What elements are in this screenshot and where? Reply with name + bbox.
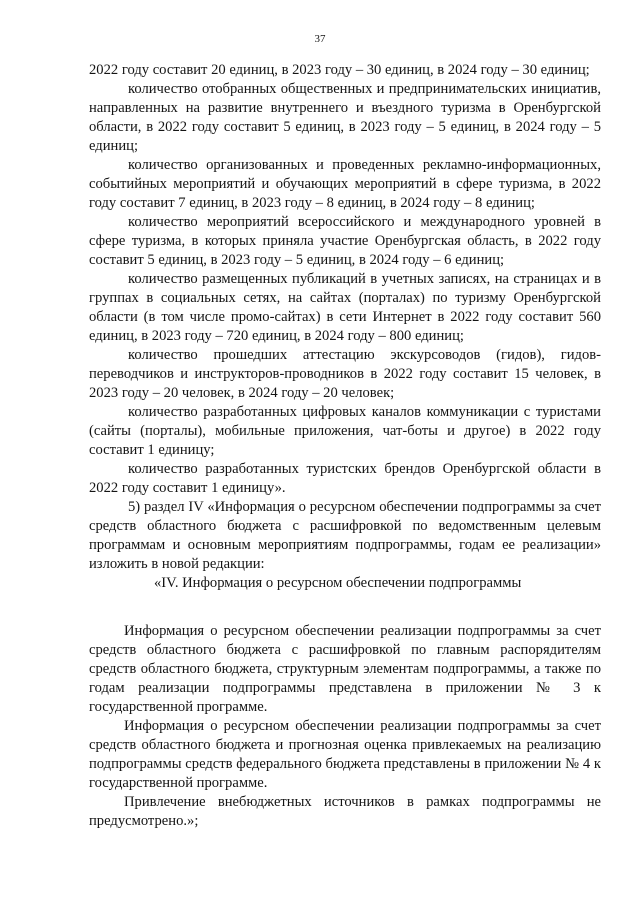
paragraph-11: Информация о ресурсном обеспечении реализации подпрограммы за счет средств областного бюджета и прогнозная оценка привлекаемых на реализацию подпрограммы средств федерального бюджета представлены в приложении № 4 к государственной программе. — [89, 718, 601, 791]
page-number: 37 — [314, 33, 326, 45]
paragraph-6: количество прошедших аттестацию экскурсоводов (гидов), гидов-переводчиков и инструкторов-проводников в 2022 году составит 15 человек, в 2023 году – 20 человек, в 2024 году – 20 человек; — [89, 347, 601, 401]
paragraph-10: Информация о ресурсном обеспечении реализации подпрограммы за счет средств областного бюджета с расшифровкой по главным распорядителям средств областного бюджета, структурным элементам подпрограммы, а также по годам реализации подпрограммы представлена в приложении № 3 к государственной программе. — [89, 623, 601, 715]
section-heading: «IV. Информация о ресурсном обеспечении подпрограммы — [154, 575, 522, 591]
paragraph-12: Привлечение внебюджетных источников в рамках подпрограммы не предусмотрено.»; — [89, 794, 601, 829]
paragraph-3: количество организованных и проведенных рекламно-информационных, событийных мероприятий и обучающих мероприятий в сфере туризма, в 2022 году составит 7 единиц, в 2023 году – 8 единиц, в 2024 году – 8 единиц; — [89, 157, 601, 211]
paragraph-2: количество отобранных общественных и предпринимательских инициатив, направленных на развитие внутреннего и въездного туризма в Оренбургской области, в 2022 году составит 5 единиц, в 2023 году – 5 единиц, в 2024 году – 5 единиц; — [89, 81, 601, 154]
document-body — [89, 61, 601, 831]
paragraph-4: количество мероприятий всероссийского и международного уровней в сфере туризма, в которых приняла участие Оренбургская область, в 2022 году составит 5 единиц, в 2023 году – 5 единиц, в 2024 году – 6 единиц; — [89, 214, 601, 268]
paragraph-8: количество разработанных туристских брендов Оренбургской области в 2022 году составит 1 единицу». — [89, 461, 601, 496]
paragraph-5: количество размещенных публикаций в учетных записях, на страницах и в группах в социальных сетях, на сайтах (порталах) по туризму Оренбургской области (в том числе промо-сайтах) в сети Интернет в 2022 году составит 560 единиц, в 2023 году – 720 единиц, в 2024 году – 800 единиц; — [89, 271, 601, 344]
paragraph-1: 2022 году составит 20 единиц, в 2023 году – 30 единиц, в 2024 году – 30 единиц; — [89, 62, 590, 78]
paragraph-7: количество разработанных цифровых каналов коммуникации с туристами (сайты (порталы), мобильные приложения, чат-боты и другое) в 2022 году составит 1 единицу; — [89, 404, 601, 458]
paragraph-9: 5) раздел IV «Информация о ресурсном обеспечении подпрограммы за счет средств областного бюджета с расшифровкой по ведомственным целевым программам и основным мероприятиям подпрограммы, годам ее реализации» изложить в новой редакции: — [89, 499, 601, 572]
